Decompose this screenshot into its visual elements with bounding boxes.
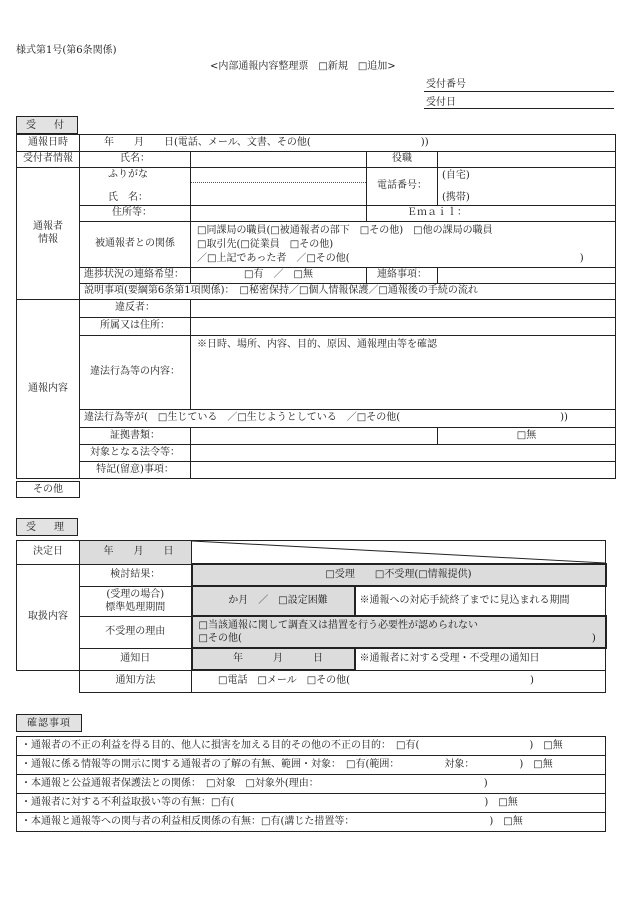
receipt-number-label: 受付番号	[426, 79, 466, 90]
reporter-name-field[interactable]	[191, 168, 367, 206]
receipt-number-field[interactable]	[424, 91, 614, 92]
period-label	[80, 586, 192, 616]
other-label: その他	[16, 481, 80, 498]
confirm-item-2[interactable]: ・通報に係る情報等の開示に関する通報者の了解の有無、範囲・対象： □有(範囲： 対象： ) □無	[17, 756, 606, 775]
notice-date-field[interactable]: 年 月 日	[192, 648, 355, 670]
violation-label: 違法行為等の内容：	[80, 336, 191, 410]
violation-field[interactable]	[191, 336, 616, 410]
law-field[interactable]	[191, 445, 616, 462]
report-datetime-label: 通報日時	[17, 135, 80, 152]
relation-line-1: □同課局の職員(□被通報者の部下 □その他) □他の課局の職員	[197, 224, 493, 236]
relation-line-2: □取引先(□従業員 □その他)	[197, 238, 334, 250]
affiliation-field[interactable]	[191, 318, 616, 336]
home-phone-label: (自宅)	[442, 169, 470, 181]
decision-date-blank	[192, 541, 606, 565]
diagonal-line	[192, 541, 606, 563]
furigana-label: ふりがな	[108, 169, 148, 180]
explanation-items[interactable]: 説明事項(要綱第6条第1項関係)： □秘密保持／□個人情報保護／□通報後の手続の流れ	[80, 284, 616, 300]
review-label: 検討結果：	[80, 564, 192, 586]
notice-note: ※通報者に対する受理・不受理の通知日	[355, 648, 606, 670]
form-title: <内部通報内容整理票 □新規 □追加>	[210, 61, 396, 72]
address-field[interactable]	[191, 206, 367, 222]
reject-reason-line-2: □その他( )	[198, 632, 596, 644]
progress-options[interactable]: □有 ／ □無	[191, 268, 367, 284]
mobile-phone-label: (携帯)	[442, 191, 470, 203]
evidence-field[interactable]	[191, 428, 438, 445]
email-label: Ｅｍａｉｌ：	[367, 206, 616, 222]
reject-reason-label: 不受理の理由	[80, 616, 192, 648]
phone-label: 電話番号：	[367, 168, 438, 206]
empty-cell	[17, 670, 80, 692]
progress-label: 進捗状況の連絡希望：	[80, 268, 191, 284]
period-note: ※通報への対応手続終了までに見込まれる期間	[355, 586, 606, 616]
notice-date-label: 通知日	[80, 648, 192, 670]
confirm-item-4[interactable]: ・通報者に対する不利益取扱い等の有無：□有( ) □無	[17, 794, 606, 813]
reception-section-heading: 受 付	[16, 116, 78, 134]
receipt-date-field[interactable]	[424, 108, 614, 109]
review-options[interactable]: □受理 □不受理(□情報提供)	[192, 564, 606, 586]
report-datetime-field[interactable]: 年 月 日(電話、メール、文書、その他( ))	[80, 135, 616, 152]
confirm-item-5[interactable]: ・本通報と通報等への関与者の利益相反関係の有無：□有(講じた措置等： ) □無	[17, 813, 606, 832]
receiver-position-label: 役職	[367, 152, 438, 168]
receiver-position-field[interactable]	[438, 152, 616, 168]
evidence-label: 証拠書類：	[80, 428, 191, 445]
decision-date-field[interactable]: 年 月 日	[80, 541, 192, 565]
contact-label: 連絡事項：	[367, 268, 438, 284]
relation-label: 被通報者との関係	[80, 222, 191, 268]
acceptance-table	[16, 540, 607, 693]
notice-method-label: 通知方法	[80, 670, 192, 692]
notice-method-options[interactable]: □電話 □メール □その他( )	[192, 670, 606, 692]
remarks-field[interactable]	[191, 462, 616, 479]
form-number: 様式第1号(第6条関係)	[16, 45, 117, 56]
decision-date-label: 決定日	[17, 541, 80, 565]
receipt-date-label: 受付日	[426, 97, 456, 108]
violation-note: ※日時、場所、内容、目的、原因、通報理由等を確認	[197, 339, 437, 350]
handling-label: 取扱内容	[17, 564, 80, 670]
law-label: 対象となる法令等：	[80, 445, 191, 462]
reception-table	[16, 134, 616, 479]
reporter-info-label: 通報者 情報	[17, 168, 80, 300]
content-section-label: 通報内容	[17, 300, 80, 479]
violation-status-options[interactable]: 違法行為等が( □生じている ／□生じようとしている ／□その他( ))	[80, 410, 616, 428]
receiver-name-label: 氏名：	[80, 152, 191, 168]
contact-field[interactable]	[438, 268, 616, 284]
receiver-name-field[interactable]	[191, 152, 367, 168]
confirm-item-3[interactable]: ・本通報と公益通報者保護法との関係： □対象 □対象外(理由： )	[17, 775, 606, 794]
confirm-item-1[interactable]: ・通報者の不正の利益を得る目的、他人に損害を加える目的その他の不正の目的： □有( ) □無	[17, 737, 606, 756]
evidence-none-option[interactable]: □無	[438, 428, 616, 445]
reporter-name-label: 氏 名：	[108, 192, 148, 203]
period-label-line-2: 標準処理期間	[105, 602, 166, 613]
violator-label: 違反者：	[80, 300, 191, 318]
period-field[interactable]: か月 ／ □設定困難	[192, 586, 355, 616]
confirm-section-heading: 確認事項	[16, 714, 82, 732]
reject-reason-line-1: □当該通報に関して調査又は措置を行う必要性が認められない	[198, 619, 478, 631]
receiver-info-label: 受付者情報	[17, 152, 80, 168]
reject-reason-options[interactable]	[192, 616, 606, 648]
reporter-name-labels	[80, 168, 191, 206]
furigana-divider	[191, 182, 366, 183]
remarks-label: 特記(留意)事項：	[80, 462, 191, 479]
confirm-table	[16, 736, 606, 832]
violator-field[interactable]	[191, 300, 616, 318]
affiliation-label: 所属又は住所：	[80, 318, 191, 336]
relation-options[interactable]	[191, 222, 616, 268]
relation-line-3: ／□上記であった者 ／□その他( )	[197, 252, 584, 264]
address-label: 住所等：	[80, 206, 191, 222]
period-label-line-1: (受理の場合)	[106, 588, 165, 600]
acceptance-section-heading: 受 理	[16, 518, 78, 536]
phone-field[interactable]	[438, 168, 616, 206]
